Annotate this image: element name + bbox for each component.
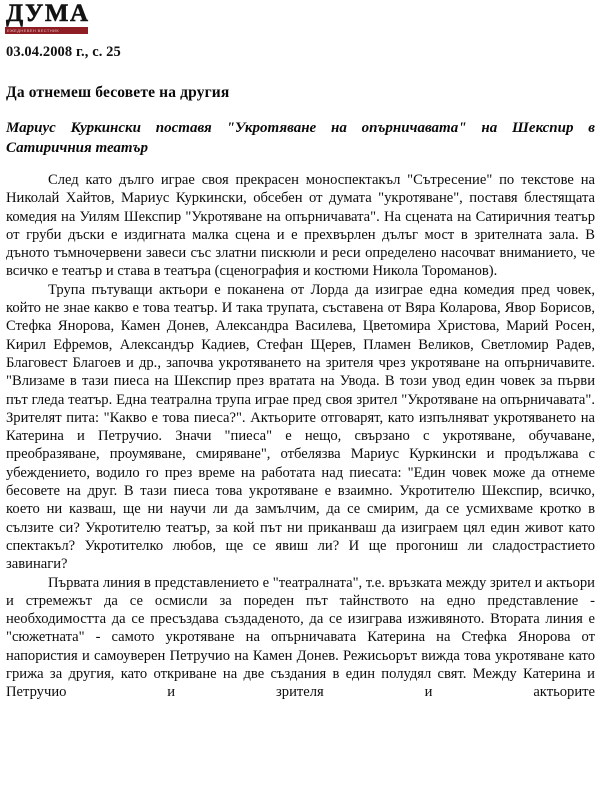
- article-body: [6, 171, 595, 702]
- article-headline: Да отнемеш бесовете на другия: [6, 84, 230, 101]
- article-paragraph: Трупа пътуващи актьори е поканена от Лорда да изиграе една комедия пред човек, който не знае какво е това театър. И така трупата, съставена от Вяра Коларова, Явор Борисов, Стефка Янорова, Камен Донев, Александра Василева, Цветомира Христова, Марий Росен, Кирил Ефремов, Александър Кадиев, Стефан Щерев, Пламен Великов, Светломир Радев, Благовест Благоев и др., започва укротяването на зрителя чрез укротяване на опърничавите. "Влизаме в тази пиеса на Шекспир през вратата на Увода. В този увод един човек за първи път гледа театър. Една театрална трупа играе пред своя зрител "Укротяване на опърничавата". Зрителят пита: "Какво е това пиеса?". Актьорите отговарят, като изпълняват укротяването на Катерина и Петручио. Значи "пиеса" е нещо, свързано с укротяване, обучаване, преобразяване, проумяване, смиряване", отбелязва Мариус Куркински и продължава с убеждението, водило го през време на работата над пиесата: "Един човек може да отнеме бесовете на друг. В тази пиеса това укротяване е взаимно. Укротителю Шекспир, всичко, което ни казваш, ще ни научи ли да замълчим, да се смирим, да се усмихваме кротко в сълзите си? Укротителю театър, за кой път ни приканваш да изиграем цял един живот като спектакъл? Укротителко любов, ще се явиш ли? И ще прогониш ли сладострастието завинаги?: [6, 281, 595, 573]
- dooma-logo: [5, 1, 92, 34]
- masthead: [5, 0, 595, 61]
- masthead-bar-text: ЕЖЕДНЕВЕН ВЕСТНИК: [7, 28, 60, 33]
- article-subtitle: Мариус Куркински поставя "Укротяване на опърничавата" на Шекспир в Сатиричния театър: [6, 120, 595, 156]
- masthead-color-bar: [5, 27, 88, 34]
- dateline: 03.04.2008 г., с. 25: [6, 44, 121, 60]
- article-paragraph: Първата линия в представлението е "театралната", т.е. връзката между зрител и актьори и стремежът да се осмисли за пореден път тайнството на едно представление - необходимостта да се пресъздава създаденото, да се изиграва изживяното. Втората линия е "сюжетната" - самото укротяване на опърничавата Катерина на Стефка Янорова от напористия и самоуверен Петручио на Камен Донев. Режисьорът вижда това укротяване като грижа за другия, като откриване на две създания в един полудял свят. Между Катерина и Петручио и зрителя и актьорите: [6, 574, 595, 701]
- masthead-logo-text: ДУМА: [6, 0, 90, 27]
- article-paragraph: След като дълго играе своя прекрасен моноспектакъл "Сътресение" по текстове на Николай Хайтов, Мариус Куркински, обсебен от думата "укротяване", поставя блестящата комедия на Уилям Шекспир "Укротяване на опърничавата". На сцената на Сатиричния театър от груби дъски е издигната малка сцена и е прехвърлен дълъг мост в зрителната зала. В дъното тъмночервени завеси със златни пискюли и реси определено насочват вниманието, че всичко е театър и става в театъра (сценография и костюми Никола Тороманов).: [6, 172, 595, 280]
